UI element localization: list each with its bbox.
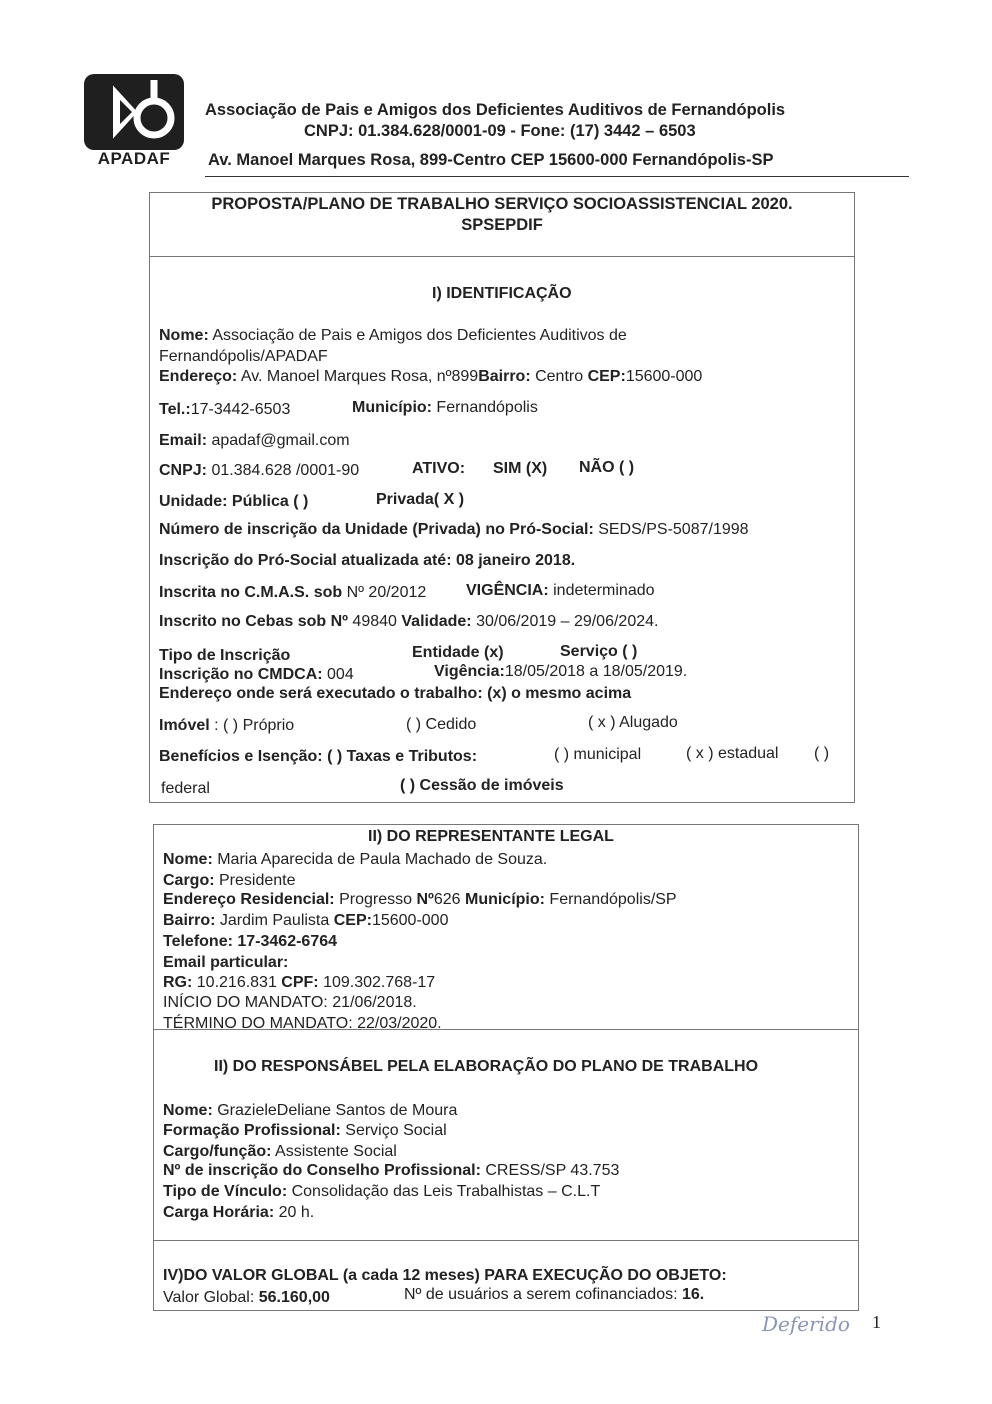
municipio-label: Município: bbox=[352, 399, 432, 416]
valor-global-value: 56.160,00 bbox=[258, 1289, 330, 1306]
title-divider bbox=[149, 256, 855, 257]
rep-telefone: Telefone: 17-3462-6764 bbox=[163, 933, 338, 950]
rep-municipio-value: Fernandópolis/SP bbox=[544, 891, 677, 908]
rep-nome-value: Maria Aparecida de Paula Machado de Souza. bbox=[212, 851, 548, 868]
rep-endereco-value: Progresso bbox=[334, 891, 417, 908]
rep-rg-row bbox=[163, 973, 435, 992]
rep-cargo-row bbox=[163, 871, 296, 890]
inscricao-value: SEDS/PS-5087/1998 bbox=[593, 521, 749, 538]
resp-nome-label: Nome: bbox=[163, 1102, 213, 1119]
inscricao-row bbox=[159, 520, 749, 539]
imovel-alugado: ( x ) Alugado bbox=[588, 714, 678, 731]
resp-vinculo-value: Consolidação das Leis Trabalhistas – C.L.T bbox=[287, 1183, 601, 1200]
rep-rg-label: RG: bbox=[163, 974, 193, 991]
rep-bairro-value: Jardim Paulista bbox=[215, 912, 334, 929]
resp-conselho-value: CRESS/SP 43.753 bbox=[480, 1162, 620, 1179]
header-divider bbox=[205, 176, 909, 177]
tipo-entidade: Entidade (x) bbox=[412, 644, 504, 661]
email-label: Email: bbox=[159, 432, 208, 449]
inscricao-label: Número de inscrição da Unidade (Privada) no Pró-Social: bbox=[159, 521, 594, 538]
vigencia-value: indeterminado bbox=[548, 582, 655, 599]
nome-row bbox=[159, 326, 627, 345]
municipio-row bbox=[352, 398, 538, 417]
rep-cep-label: CEP: bbox=[333, 912, 372, 929]
rep-cargo-label: Cargo: bbox=[163, 872, 215, 889]
cmdca-vigencia-label: Vigência: bbox=[434, 663, 505, 680]
rep-cep-value: 15600-000 bbox=[371, 912, 449, 929]
rep-bairro-row bbox=[163, 911, 448, 930]
document-subtitle: SPSEPDIF bbox=[461, 216, 543, 234]
municipio-value: Fernandópolis bbox=[431, 399, 538, 416]
document-title: PROPOSTA/PLANO DE TRABALHO SERVIÇO SOCIOASSISTENCIAL 2020. bbox=[211, 195, 793, 213]
rep-endereco-row bbox=[163, 890, 677, 909]
ativo-label: ATIVO: bbox=[412, 460, 466, 477]
usuarios-label: Nº de usuários a serem cofinanciados: bbox=[404, 1286, 682, 1303]
endereco-value: Av. Manoel Marques Rosa, nº899 bbox=[237, 368, 479, 385]
nome-value: Associação de Pais e Amigos dos Deficientes Auditivos de bbox=[208, 327, 627, 344]
cmdca-vigencia-row bbox=[434, 662, 687, 681]
resp-nome-row bbox=[163, 1101, 457, 1120]
resp-conselho-label: Nº de inscrição do Conselho Profissional: bbox=[163, 1162, 481, 1179]
org-name: Associação de Pais e Amigos dos Deficientes Auditivos de Fernandópolis bbox=[205, 101, 786, 119]
section3-heading: II) DO RESPONSÁBEL PELA ELABORAÇÃO DO PLANO DE TRABALHO bbox=[214, 1058, 759, 1075]
rep-numero-value: 626 bbox=[433, 891, 465, 908]
section4-heading: IV)DO VALOR GLOBAL (a cada 12 meses) PARA EXECUÇÃO DO OBJETO: bbox=[163, 1267, 727, 1284]
resp-conselho-row bbox=[163, 1161, 619, 1180]
cebas-value: 49840 bbox=[347, 613, 402, 630]
bairro-label: Bairro: bbox=[478, 368, 531, 385]
resp-vinculo-row bbox=[163, 1182, 600, 1201]
cep-value: 15600-000 bbox=[625, 368, 703, 385]
cebas-label: Inscrito no Cebas sob Nº bbox=[159, 613, 348, 630]
tipo-servico: Serviço ( ) bbox=[560, 643, 638, 660]
rep-numero-label: Nº bbox=[416, 891, 434, 908]
beneficio-federal: federal bbox=[161, 780, 210, 797]
email-row bbox=[159, 431, 350, 450]
cmas-value: Nº 20/2012 bbox=[342, 584, 427, 601]
resp-carga-row bbox=[163, 1203, 314, 1222]
rep-rg-value: 10.216.831 bbox=[192, 974, 282, 991]
handwritten-stamp: Deferido bbox=[762, 1312, 850, 1336]
cmas-label: Inscrita no C.M.A.S. sob bbox=[159, 584, 343, 601]
endereco-row bbox=[159, 367, 702, 386]
vigencia-label: VIGÊNCIA: bbox=[466, 582, 549, 599]
resp-nome-value: GrazieleDeliane Santos de Moura bbox=[212, 1102, 458, 1119]
rep-termino-mandato: TÉRMINO DO MANDATO: 22/03/2020. bbox=[163, 1015, 442, 1032]
cnpj-row bbox=[159, 461, 359, 480]
resp-formacao-value: Serviço Social bbox=[340, 1122, 447, 1139]
usuarios-value: 16. bbox=[681, 1286, 705, 1303]
rep-inicio-mandato: INÍCIO DO MANDATO: 21/06/2018. bbox=[163, 994, 417, 1011]
rep-endereco-label: Endereço Residencial: bbox=[163, 891, 335, 908]
page-number: 1 bbox=[872, 1312, 881, 1332]
resp-formacao-label: Formação Profissional: bbox=[163, 1122, 341, 1139]
email-value: apadaf@gmail.com bbox=[207, 432, 350, 449]
validade-value: 30/06/2019 – 29/06/2024. bbox=[471, 613, 659, 630]
cnpj-label: CNPJ: bbox=[159, 462, 208, 479]
cmas-row bbox=[159, 583, 426, 602]
bairro-value: Centro bbox=[530, 368, 588, 385]
resp-cargo-value: Assistente Social bbox=[271, 1143, 397, 1160]
vigencia-row bbox=[466, 581, 655, 600]
org-ids: CNPJ: 01.384.628/0001-09 - Fone: (17) 3442 – 6503 bbox=[304, 122, 696, 140]
beneficio-estadual: ( x ) estadual bbox=[686, 745, 779, 762]
valor-global-row bbox=[163, 1288, 330, 1307]
rep-municipio-label: Município: bbox=[464, 891, 545, 908]
rep-bairro-label: Bairro: bbox=[163, 912, 216, 929]
imovel-proprio: : ( ) Próprio bbox=[209, 717, 295, 734]
logo-emblem bbox=[84, 74, 184, 150]
cmdca-value: 004 bbox=[322, 666, 354, 683]
resp-carga-value: 20 h. bbox=[274, 1204, 315, 1221]
rep-cpf-value: 109.302.768-17 bbox=[318, 974, 436, 991]
beneficios-label: Benefícios e Isenção: ( ) Taxas e Tributos: bbox=[159, 748, 478, 765]
cmdca-vigencia-value: 18/05/2018 a 18/05/2019. bbox=[504, 663, 688, 680]
cmdca-label: Inscrição no CMDCA: bbox=[159, 666, 323, 683]
org-address: Av. Manoel Marques Rosa, 899-Centro CEP 15600-000 Fernandópolis-SP bbox=[208, 151, 774, 169]
ativo-sim: SIM (X) bbox=[493, 460, 548, 477]
tipo-label: Tipo de Inscrição bbox=[159, 647, 291, 664]
cep-label: CEP: bbox=[587, 368, 626, 385]
beneficio-cessao: ( ) Cessão de imóveis bbox=[400, 777, 564, 794]
rep-cpf-label: CPF: bbox=[281, 974, 319, 991]
imovel-label: Imóvel bbox=[159, 717, 210, 734]
resp-cargo-row bbox=[163, 1142, 397, 1161]
rep-nome-label: Nome: bbox=[163, 851, 213, 868]
apadaf-logo bbox=[78, 74, 190, 174]
cnpj-value: 01.384.628 /0001-90 bbox=[207, 462, 360, 479]
rep-nome-row bbox=[163, 850, 547, 869]
endereco-label: Endereço: bbox=[159, 368, 238, 385]
imovel-row bbox=[159, 716, 294, 735]
nome-label: Nome: bbox=[159, 327, 209, 344]
imovel-cedido: ( ) Cedido bbox=[406, 716, 477, 733]
ativo-nao: NÃO ( ) bbox=[579, 459, 635, 476]
valor-global-label: Valor Global: bbox=[163, 1289, 259, 1306]
logo-text: APADAF bbox=[97, 149, 171, 168]
unidade-publica: Unidade: Pública ( ) bbox=[159, 493, 309, 510]
validade-label: Validade: bbox=[401, 613, 472, 630]
cebas-row bbox=[159, 612, 658, 631]
tel-row bbox=[159, 400, 290, 419]
section2-heading: II) DO REPRESENTANTE LEGAL bbox=[368, 828, 614, 845]
resp-cargo-label: Cargo/função: bbox=[163, 1143, 272, 1160]
usuarios-row bbox=[404, 1285, 704, 1304]
ear-emblem-icon bbox=[84, 74, 184, 150]
rep-email: Email particular: bbox=[163, 954, 289, 971]
resp-formacao-row bbox=[163, 1121, 447, 1140]
beneficio-municipal: ( ) municipal bbox=[554, 746, 642, 763]
tel-value: 17-3442-6503 bbox=[190, 401, 291, 418]
resp-carga-label: Carga Horária: bbox=[163, 1204, 275, 1221]
section3-divider bbox=[153, 1240, 859, 1241]
exec-address-row: Endereço onde será executado o trabalho: (x) o mesmo acima bbox=[159, 685, 632, 702]
tel-label: Tel.: bbox=[159, 401, 191, 418]
rep-cargo-value: Presidente bbox=[214, 872, 296, 889]
resp-vinculo-label: Tipo de Vínculo: bbox=[163, 1183, 288, 1200]
prosocial-row: Inscrição do Pró-Social atualizada até: 08 janeiro 2018. bbox=[159, 552, 576, 569]
cmdca-row bbox=[159, 665, 354, 684]
unidade-privada: Privada( X ) bbox=[376, 491, 465, 508]
beneficio-parenthesis: ( ) bbox=[814, 745, 830, 762]
section1-heading: I) IDENTIFICAÇÃO bbox=[432, 285, 572, 302]
nome-value-cont: Fernandópolis/APADAF bbox=[159, 348, 328, 365]
